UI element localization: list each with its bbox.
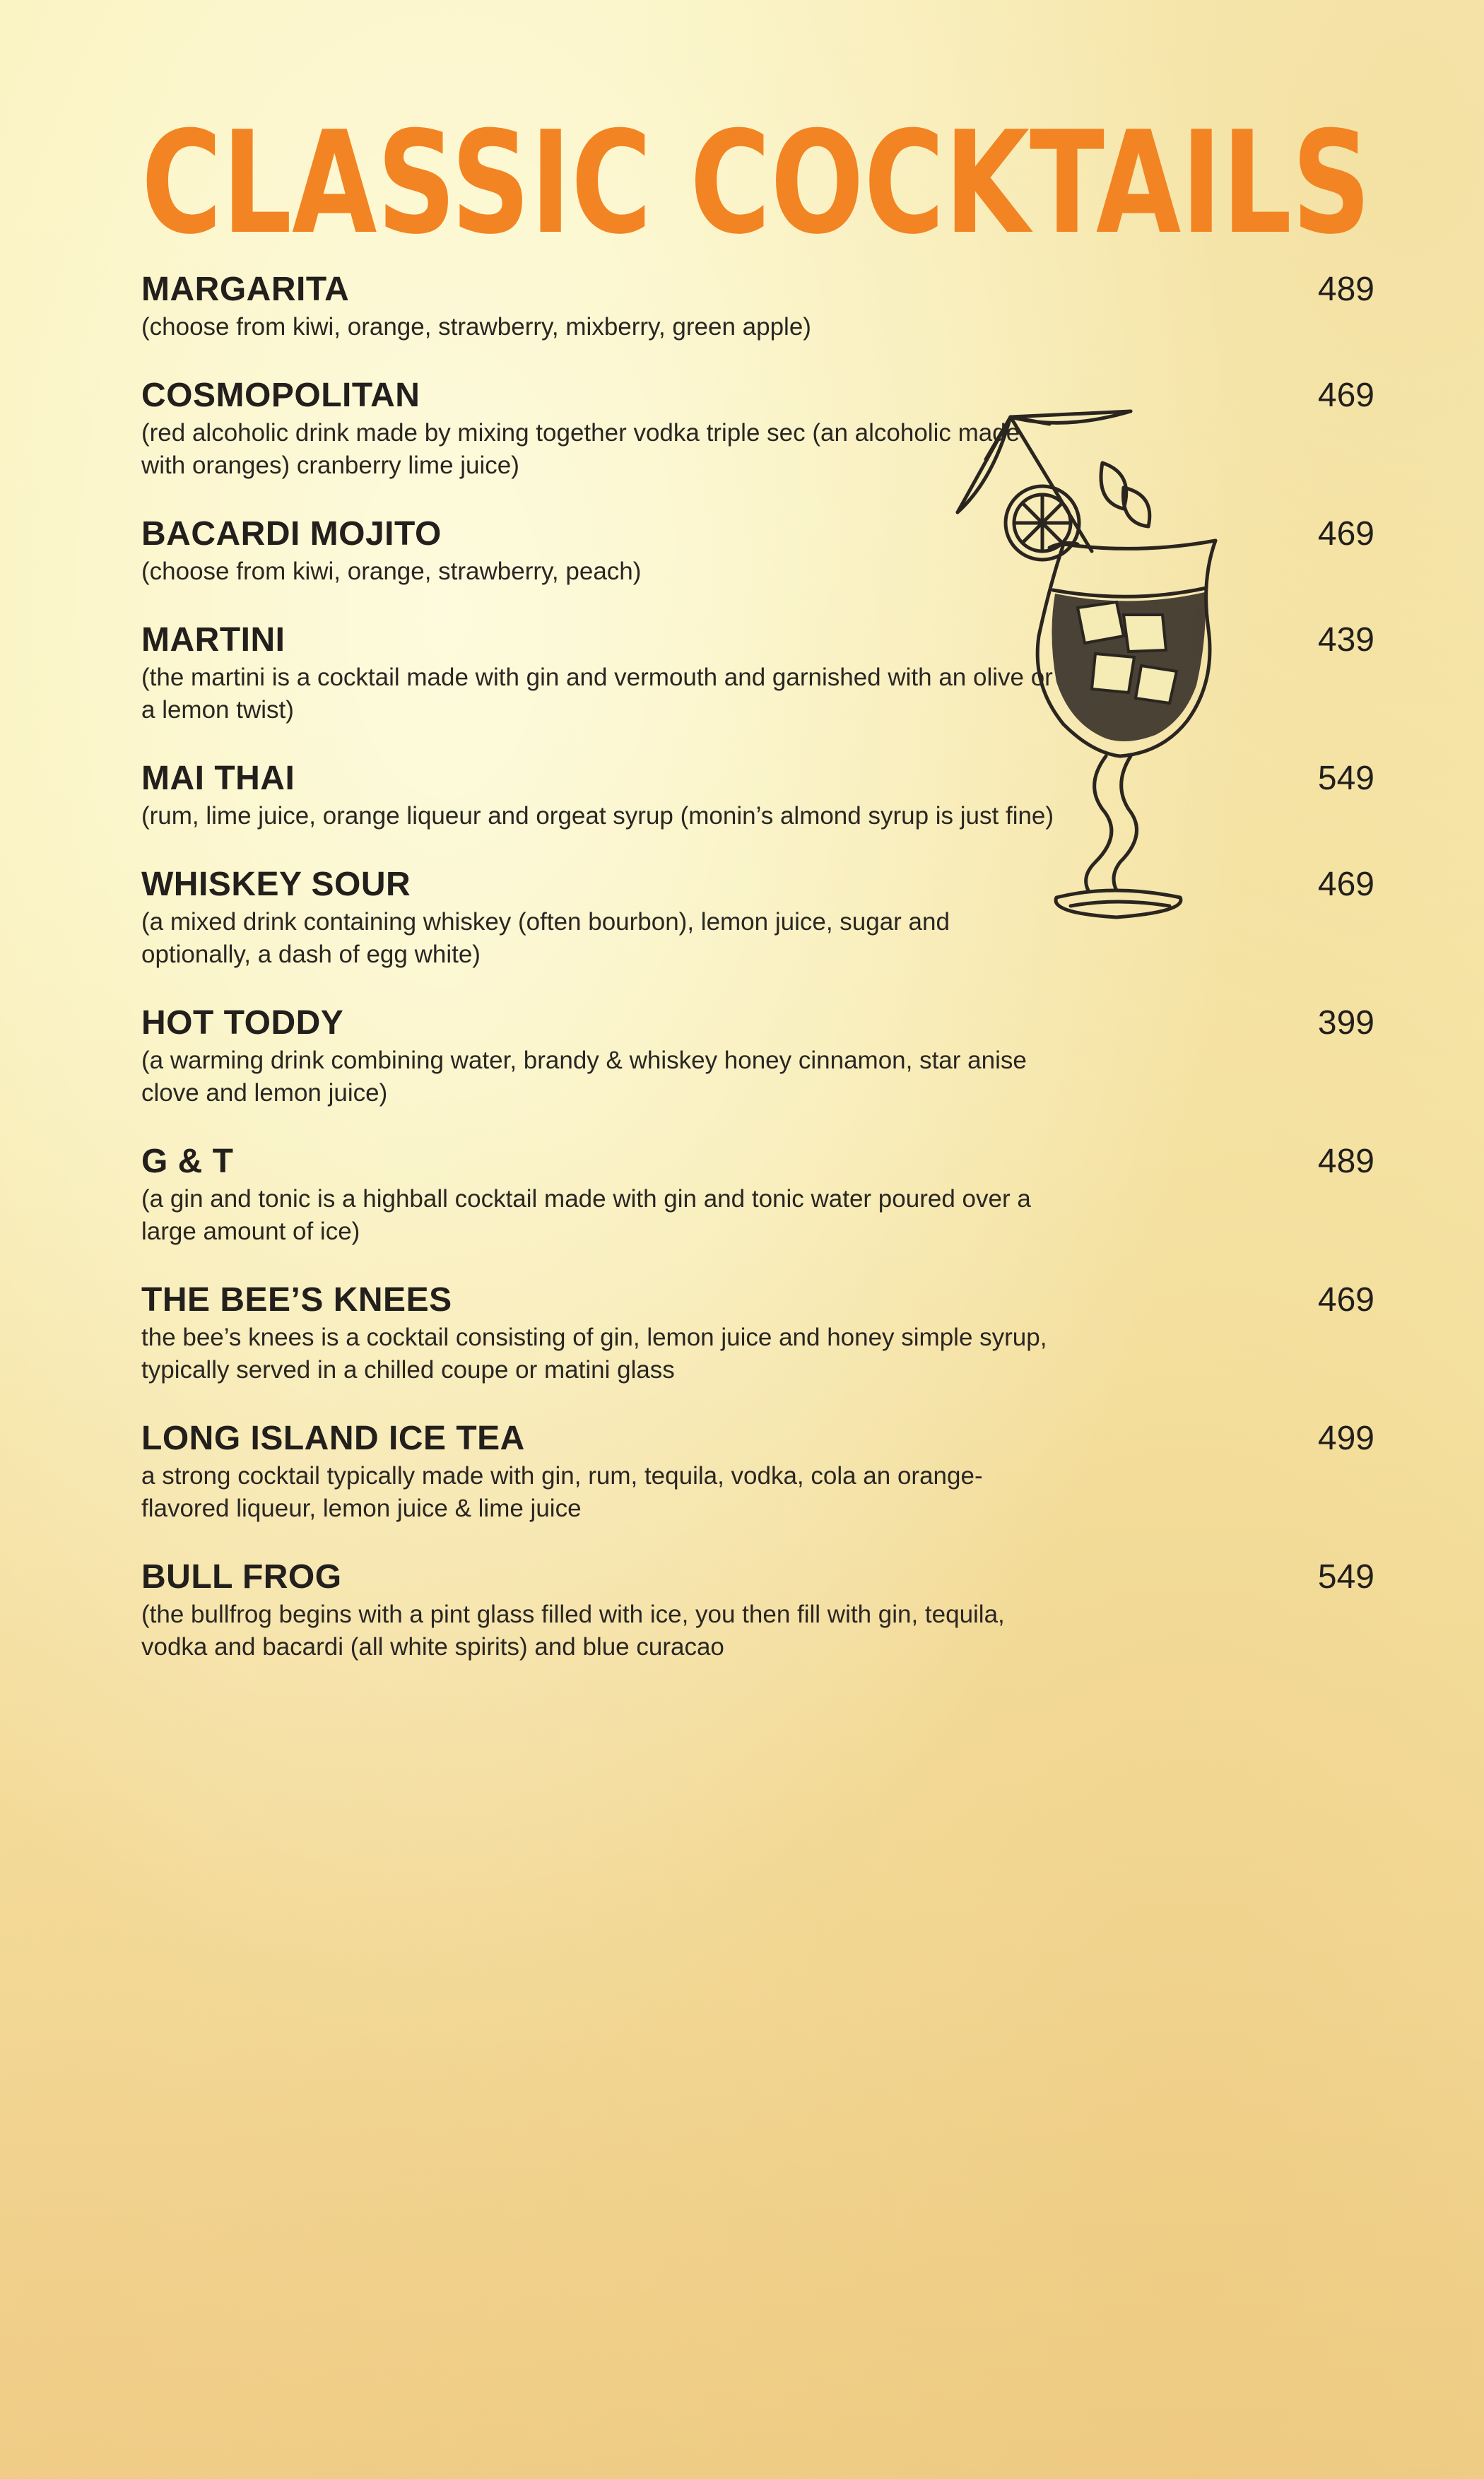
item-price: 489 [1317,271,1374,308]
item-price: 439 [1317,621,1374,659]
menu-item-hot-toddy [141,1002,1374,1109]
item-price: 489 [1317,1143,1374,1180]
item-name: LONG ISLAND ICE TEA [141,1420,525,1457]
item-description: (red alcoholic drink made by mixing together vodka triple sec (an alcoholic made with oranges) cranberry lime juice) [141,419,1020,479]
item-name: BULL FROG [141,1558,342,1596]
item-description: (rum, lime juice, orange liqueur and orgeat syrup (monin’s almond syrup is just fine) [141,802,1054,830]
menu-item-mai-thai [141,758,1374,832]
item-name: G & T [141,1143,234,1180]
menu-item-g-and-t [141,1141,1374,1248]
item-description: (the bullfrog begins with a pint glass filled with ice, you then fill with gin, tequila, vodka and bacardi (all white spirits) and blue curacao [141,1601,1005,1661]
menu-title [141,106,1371,254]
item-price: 469 [1317,377,1374,414]
item-name: HOT TODDY [141,1004,344,1042]
item-price: 399 [1317,1004,1374,1042]
item-description: (a mixed drink containing whiskey (often bourbon), lemon juice, sugar and optionally, a dash of egg white) [141,908,950,968]
menu-item-long-island-ice-tea [141,1418,1374,1525]
cocktail-list [141,269,1374,1695]
item-price: 549 [1317,760,1374,797]
menu-item-bacardi-mojito [141,513,1374,588]
item-description: (choose from kiwi, orange, strawberry, mixberry, green apple) [141,313,811,341]
item-name: WHISKEY SOUR [141,866,411,903]
menu-item-whiskey-sour [141,864,1374,971]
item-name: MAI THAI [141,760,295,797]
menu-item-the-bees-knees [141,1279,1374,1386]
item-name: MARTINI [141,621,285,659]
menu-item-martini [141,619,1374,726]
item-description: a strong cocktail typically made with gin, rum, tequila, vodka, cola an orange-flavored liqueur, lemon juice & lime juice [141,1462,983,1522]
item-name: MARGARITA [141,271,350,308]
item-description: (the martini is a cocktail made with gin and vermouth and garnished with an olive or a lemon twist) [141,664,1053,724]
item-price: 469 [1317,515,1374,553]
item-description: (a gin and tonic is a highball cocktail made with gin and tonic water poured over a large amount of ice) [141,1185,1031,1245]
item-price: 469 [1317,1281,1374,1319]
item-description: (a warming drink combining water, brandy & whiskey honey cinnamon, star anise clove and lemon juice) [141,1047,1027,1107]
menu-item-margarita [141,269,1374,343]
menu-title-text: CLASSIC COCKTAILS [141,106,1371,254]
item-price: 549 [1317,1558,1374,1596]
menu-item-cosmopolitan [141,375,1374,482]
item-price: 499 [1317,1420,1374,1457]
menu-item-bull-frog [141,1556,1374,1664]
item-name: BACARDI MOJITO [141,515,442,553]
item-name: COSMOPOLITAN [141,377,420,414]
menu-title-graphic [141,106,1371,254]
item-price: 469 [1317,866,1374,903]
item-description: the bee’s knees is a cocktail consisting of gin, lemon juice and honey simple syrup, typically served in a chilled coupe or matini glass [141,1324,1047,1384]
item-name: THE BEE’S KNEES [141,1281,452,1319]
item-description: (choose from kiwi, orange, strawberry, peach) [141,558,642,585]
